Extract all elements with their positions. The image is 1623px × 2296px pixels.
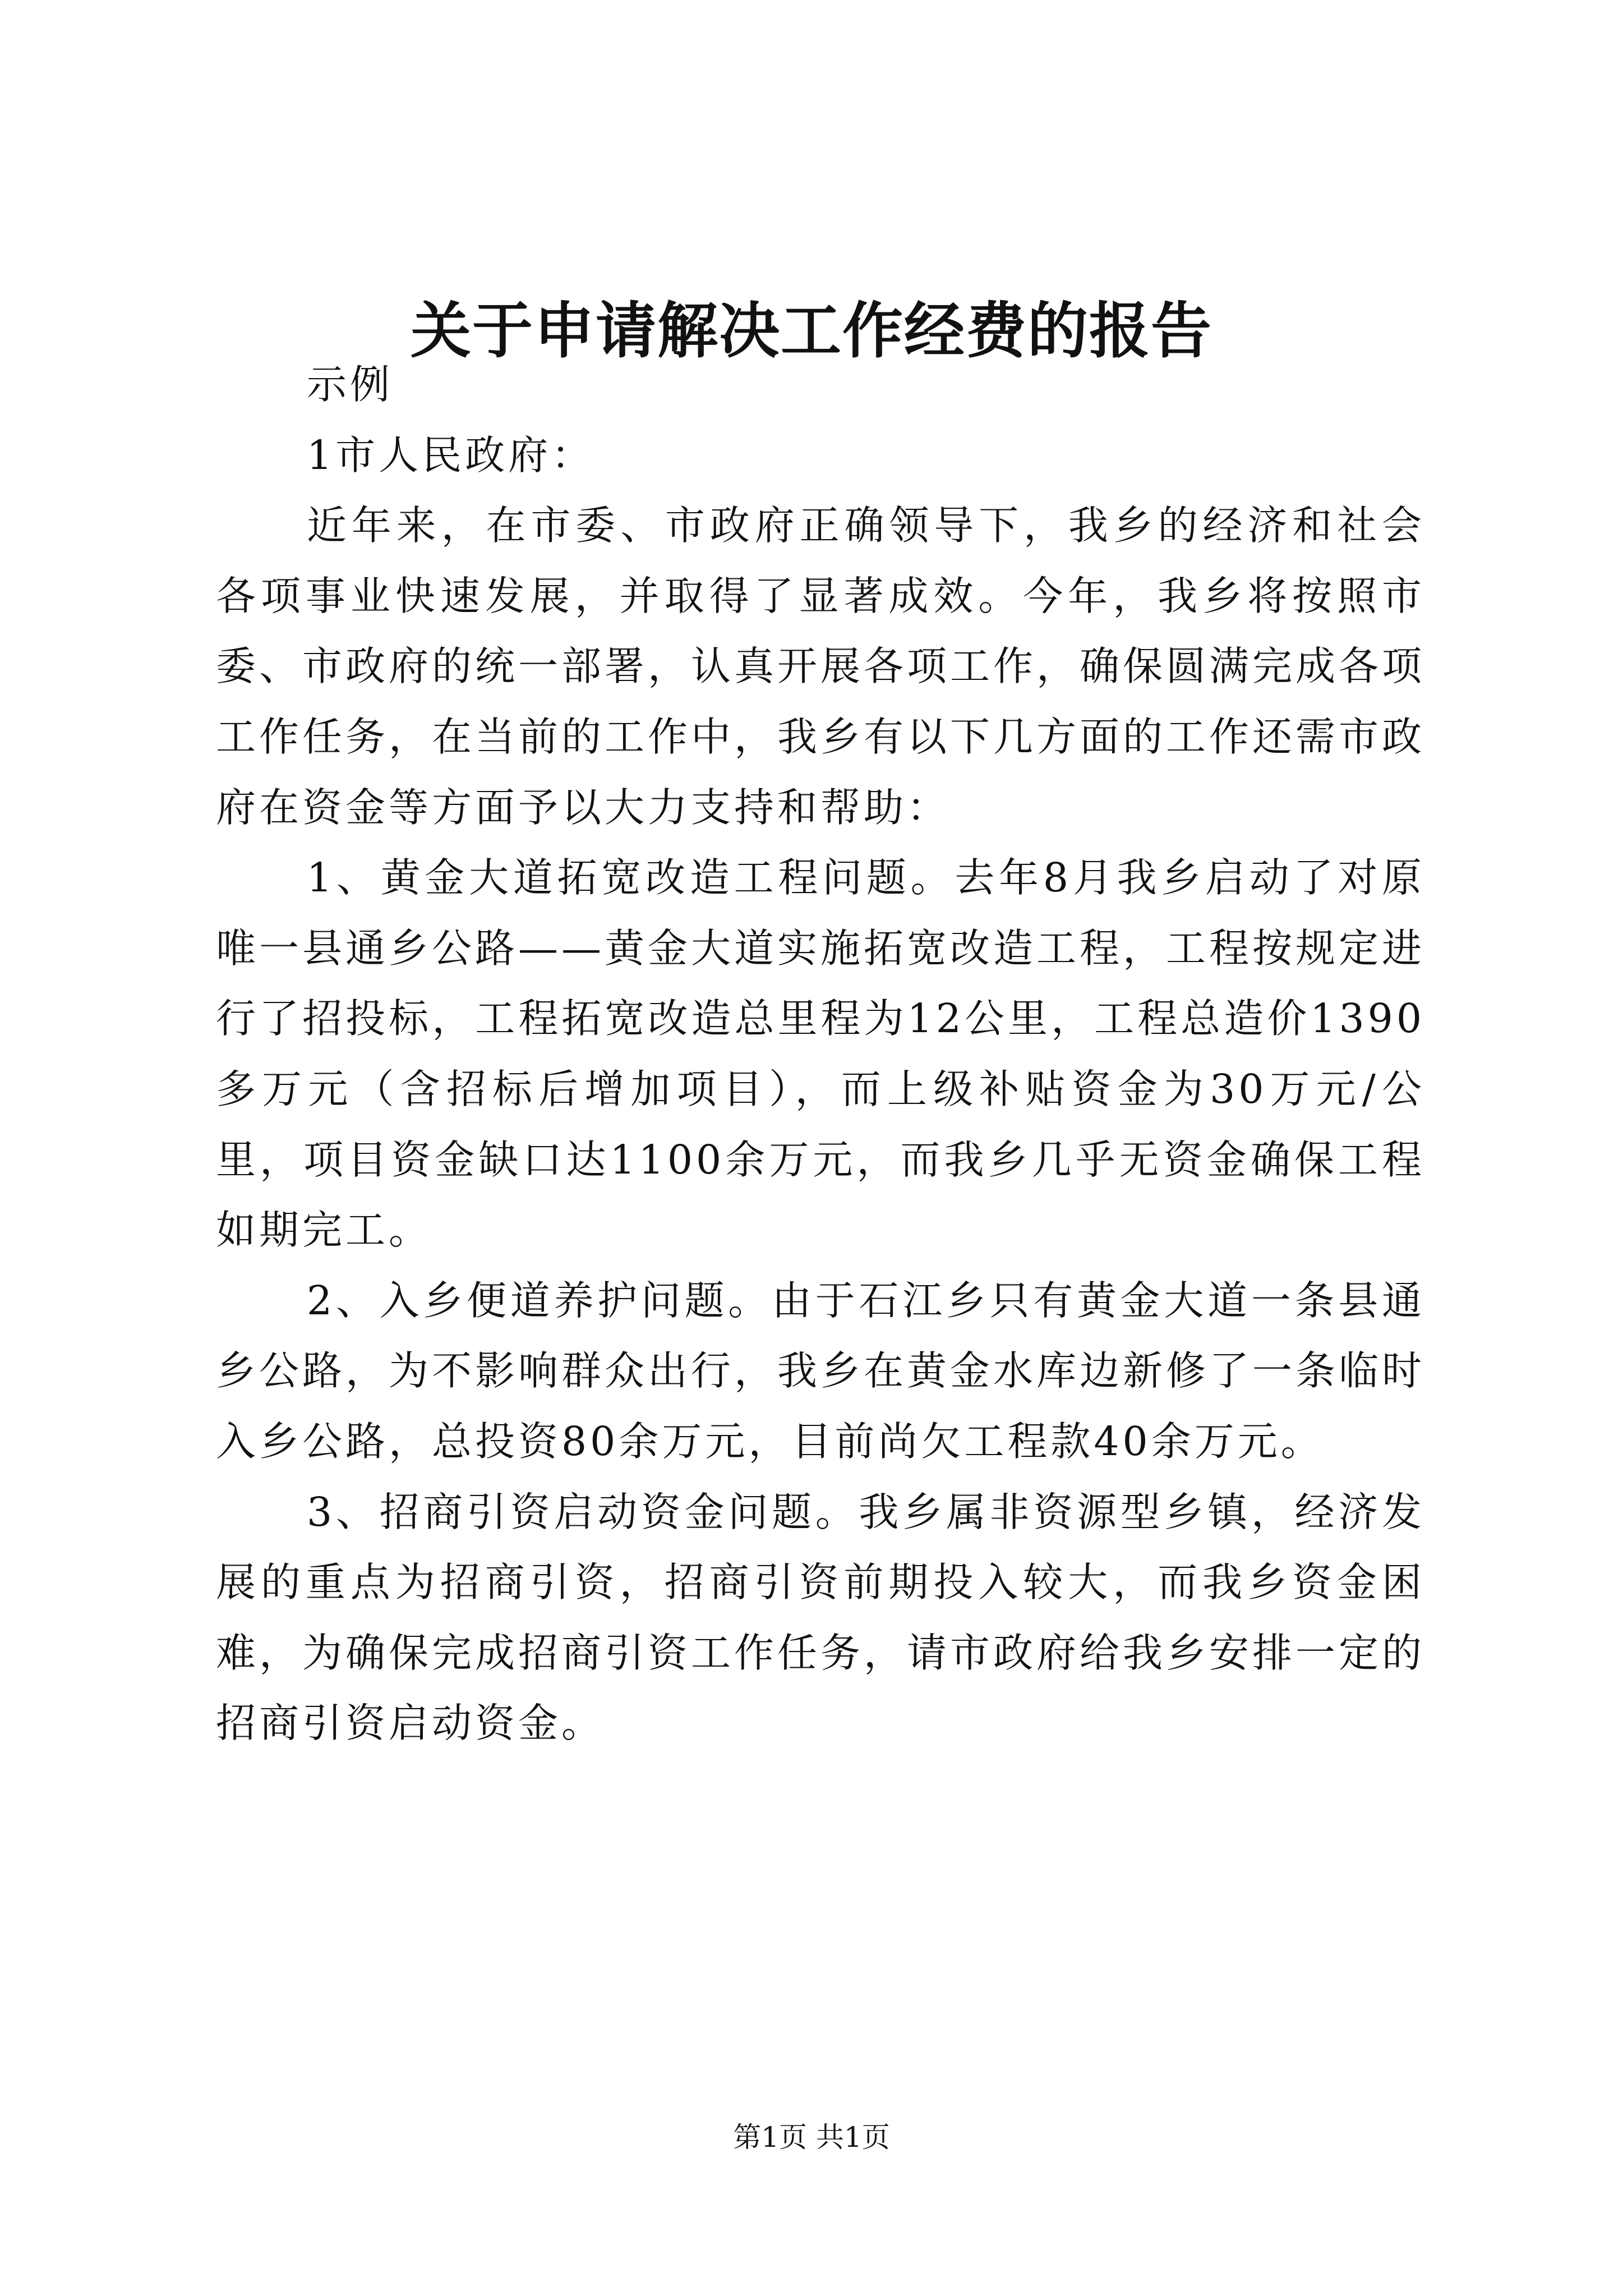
document-body bbox=[216, 349, 1425, 1759]
paragraph-introduction: 近年来，在市委、市政府正确领导下，我乡的经济和社会各项事业快速发展，并取得了显著成效。今年，我乡将按照市委、市政府的统一部署，认真开展各项工作，确保圆满完成各项工作任务，在当前的工作中，我乡有以下几方面的工作还需市政府在资金等方面予以大力支持和帮助： bbox=[216, 502, 1426, 831]
paragraph-example: 示例 bbox=[307, 361, 394, 408]
paragraph-item-1: 1、黄金大道拓宽改造工程问题。去年8月我乡启动了对原唯一县通乡公路——黄金大道实施拓宽改造工程，工程按规定进行了招投标，工程拓宽改造总里程为12公里，工程总造价1390多万元（含招标后增加项目），而上级补贴资金为30万元/公里，项目资金缺口达1100余万元，而我乡几乎无资金确保工程如期完工。 bbox=[216, 854, 1426, 1254]
paragraph-addressee: 1市人民政府： bbox=[307, 431, 595, 478]
document-title: 关于申请解决工作经费的报告 bbox=[410, 296, 1212, 366]
paragraph-item-2: 2、入乡便道养护问题。由于石江乡只有黄金大道一条县通乡公路，为不影响群众出行，我乡在黄金水库边新修了一条临时入乡公路，总投资80余万元，目前尚欠工程款40余万元。 bbox=[216, 1277, 1426, 1465]
paragraph-item-3: 3、招商引资启动资金问题。我乡属非资源型乡镇，经济发展的重点为招商引资，招商引资前期投入较大，而我乡资金困难，为确保完成招商引资工作任务，请市政府给我乡安排一定的招商引资启动资金。 bbox=[216, 1488, 1426, 1747]
page-footer: 第1页 共1页 bbox=[733, 2121, 890, 2154]
